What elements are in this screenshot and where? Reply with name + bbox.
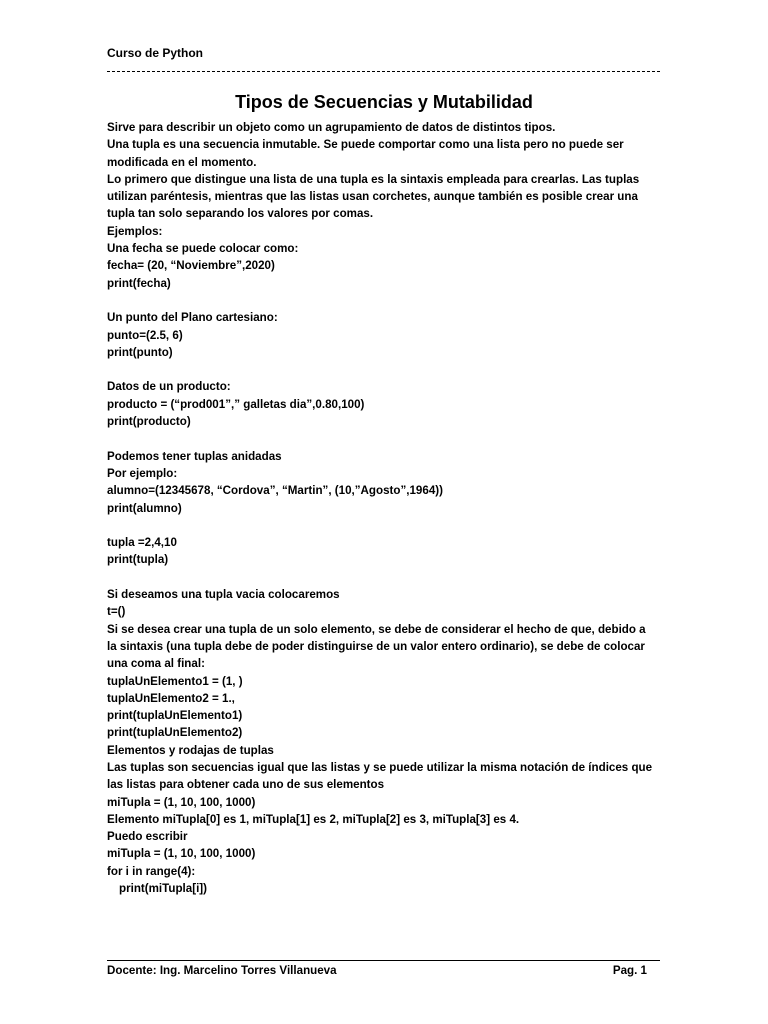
body-line: Una tupla es una secuencia inmutable. Se puede comportar como una lista pero no puede ser: [107, 138, 624, 152]
code-line: for i in range(4):: [107, 864, 196, 878]
page-title: Tipos de Secuencias y Mutabilidad: [235, 92, 533, 112]
body-line: Podemos tener tuplas anidadas: [107, 449, 282, 463]
blank-line: [107, 430, 663, 447]
body-line: Un punto del Plano cartesiano:: [107, 311, 278, 325]
blank-line: [107, 569, 663, 586]
code-line: t=(): [107, 605, 126, 619]
blank-line: [107, 361, 663, 378]
code-line: miTupla = (1, 10, 100, 1000): [107, 847, 256, 861]
body-line: Puedo escribir: [107, 830, 188, 844]
footer-divider: [107, 960, 660, 961]
body-line: una coma al final:: [107, 657, 205, 671]
code-line: miTupla = (1, 10, 100, 1000): [107, 795, 256, 809]
code-line: print(fecha): [107, 276, 171, 290]
body-line: modificada en el momento.: [107, 155, 257, 169]
blank-line: [107, 292, 663, 309]
section-heading: Elementos y rodajas de tuplas: [107, 743, 274, 757]
body-line: Una fecha se puede colocar como:: [107, 242, 299, 256]
code-line: tuplaUnElemento1 = (1, ): [107, 674, 243, 688]
code-line-indented: print(miTupla[i]): [119, 882, 208, 896]
code-line: print(punto): [107, 345, 173, 359]
code-line: print(tuplaUnElemento2): [107, 726, 243, 740]
body-line: las listas para obtener cada uno de sus elementos: [107, 778, 385, 792]
body-line: Lo primero que distingue una lista de una tupla es la sintaxis empleada para crearlas. Las tuplas: [107, 172, 640, 186]
blank-line: [107, 517, 663, 534]
body-line: la sintaxis (una tupla debe de poder distinguirse de un valor entero ordinario), se debe de colocar: [107, 639, 645, 653]
body-line: tupla tan solo separando los valores por comas.: [107, 207, 374, 221]
body-line: Por ejemplo:: [107, 466, 178, 480]
header-course-title: Curso de Python: [107, 46, 204, 60]
code-line: print(producto): [107, 415, 191, 429]
body-line: Si deseamos una tupla vacia colocaremos: [107, 588, 340, 602]
header-divider: [107, 71, 660, 72]
code-line: tuplaUnElemento2 = 1.,: [107, 691, 235, 705]
body-line: Si se desea crear una tupla de un solo elemento, se debe de considerar el hecho de que, debido a: [107, 622, 646, 636]
code-line: print(tupla): [107, 553, 169, 567]
code-line: alumno=(12345678, “Cordova”, “Martin”, (10,”Agosto”,1964)): [107, 484, 443, 498]
body-line: Elemento miTupla[0] es 1, miTupla[1] es 2, miTupla[2] es 3, miTupla[3] es 4.: [107, 812, 520, 826]
code-line: print(tuplaUnElemento1): [107, 709, 243, 723]
document-body: [107, 119, 663, 897]
body-line: Sirve para describir un objeto como un agrupamiento de datos de distintos tipos.: [107, 121, 556, 134]
code-line: print(alumno): [107, 501, 182, 515]
code-line: fecha= (20, “Noviembre”,2020): [107, 259, 275, 273]
footer-author: Docente: Ing. Marcelino Torres Villanueva: [107, 964, 337, 977]
code-line: punto=(2.5, 6): [107, 328, 183, 342]
body-line: Las tuplas son secuencias igual que las listas y se puede utilizar la misma notación de índices que: [107, 760, 653, 774]
body-line: utilizan paréntesis, mientras que las listas usan corchetes, aunque también es posible crear una: [107, 190, 638, 204]
page-number: Pag. 1: [612, 964, 647, 977]
body-line: Datos de un producto:: [107, 380, 231, 394]
code-line: producto = (“prod001”,” galletas dia”,0.80,100): [107, 397, 365, 411]
body-line: Ejemplos:: [107, 224, 163, 238]
code-line: tupla =2,4,10: [107, 536, 177, 550]
